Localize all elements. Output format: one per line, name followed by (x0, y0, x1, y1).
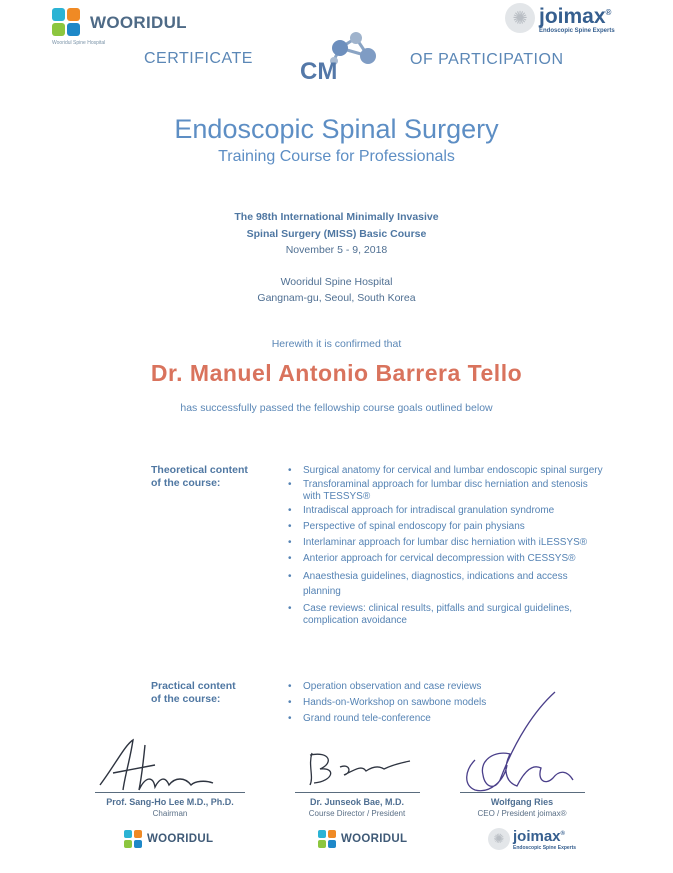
list-item: • Surgical anatomy for cervical and lumbar endoscopic spinal surgery (288, 465, 608, 477)
joimax-globe-icon: ✺ (488, 828, 510, 850)
course-venue: Wooridul Spine Hospital (280, 276, 393, 288)
of-participation-label: OF PARTICIPATION (410, 51, 564, 68)
practical-title-line-2: of the course: (151, 693, 221, 705)
signature-name-3: Wolfgang Ries (490, 797, 554, 807)
list-item: • Anaesthesia guidelines, diagnostics, indications and access planning (288, 569, 608, 599)
cm-logo (298, 30, 388, 90)
signature-line-2 (295, 792, 420, 793)
theoretical-list (288, 465, 608, 627)
footer-joimax-reg: ® (560, 831, 565, 837)
list-item: • Perspective of spinal endoscopy for pain physians (288, 521, 608, 533)
signature-ries (455, 690, 595, 800)
list-item: • Hands-on-Workshop on sawbone models (288, 697, 608, 709)
footer-wooridul-logo-1 (124, 830, 213, 848)
certificate-label: CERTIFICATE (144, 50, 253, 67)
colored-squares-icon (124, 830, 142, 848)
signature-name-1: Prof. Sang-Ho Lee M.D., Ph.D. (106, 797, 234, 807)
theoretical-title-line-2: of the course: (151, 477, 221, 489)
list-item: • Case reviews: clinical results, pitfalls and surgical guidelines, complication avoidance (288, 603, 608, 627)
footer-wooridul-logo-2 (318, 830, 407, 848)
passed-text: has successfully passed the fellowship course goals outlined below (180, 402, 493, 414)
list-item: • Intradiscal approach for intradiscal granulation syndrome (288, 505, 608, 517)
colored-squares-icon (318, 830, 336, 848)
signature-role-2: Course Director / President (308, 809, 406, 818)
joimax-logo (505, 2, 615, 34)
footer-joimax-word: joimax (513, 828, 561, 845)
certificate-title: Endoscopic Spinal Surgery (174, 114, 499, 144)
footer-joimax-subtitle: Endoscopic Spine Experts (513, 845, 577, 851)
course-name-line-1: The 98th International Minimally Invasive (234, 211, 439, 223)
list-item: • Transforaminal approach for lumbar disc herniation and stenosis with TESSYS® (288, 479, 608, 503)
footer-joimax-logo (488, 826, 576, 851)
practical-title-line-1: Practical content (151, 680, 236, 692)
joimax-subtitle: Endoscopic Spine Experts (539, 28, 615, 34)
signature-line-1 (95, 792, 245, 793)
joimax-wordmark: joimax (539, 5, 606, 28)
signature-name-2: Dr. Junseok Bae, M.D. (309, 797, 405, 807)
signature-role-3: CEO / President joimax® (477, 809, 567, 818)
theoretical-section-title (151, 464, 248, 490)
course-name-line-2: Spinal Surgery (MISS) Basic Course (246, 228, 427, 240)
theoretical-title-line-1: Theoretical content (151, 464, 248, 476)
course-dates: November 5 - 9, 2018 (285, 244, 388, 256)
cm-letters: CM (300, 58, 338, 85)
signature-line-3 (460, 792, 585, 793)
wooridul-logo (52, 8, 187, 46)
signature-bae (300, 745, 420, 790)
recipient-name: Dr. Manuel Antonio Barrera Tello (150, 360, 523, 386)
practical-section-title (151, 680, 236, 706)
wooridul-wordmark: WOORIDUL (90, 13, 187, 32)
footer-wooridul-word-1: WOORIDUL (147, 833, 214, 845)
certificate-subtitle: Training Course for Professionals (218, 148, 455, 165)
list-item: • Anterior approach for cervical decompression with CESSYS® (288, 553, 608, 565)
list-item: • Interlaminar approach for lumbar disc herniation with iLESSYS® (288, 537, 608, 549)
list-item: • Operation observation and case reviews (288, 681, 608, 693)
wooridul-tagline: Wooridul Spine Hospital (52, 40, 106, 46)
confirmation-text: Herewith it is confirmed that (271, 338, 402, 350)
colored-squares-icon (52, 8, 82, 38)
signature-lee (95, 735, 235, 795)
list-item: • Grand round tele-conference (288, 713, 608, 725)
joimax-globe-icon: ✺ (505, 3, 535, 33)
course-location: Gangnam-gu, Seoul, South Korea (257, 292, 416, 304)
footer-wooridul-word-2: WOORIDUL (341, 833, 408, 845)
joimax-registered-mark: ® (605, 8, 612, 17)
signature-role-1: Chairman (152, 809, 188, 818)
